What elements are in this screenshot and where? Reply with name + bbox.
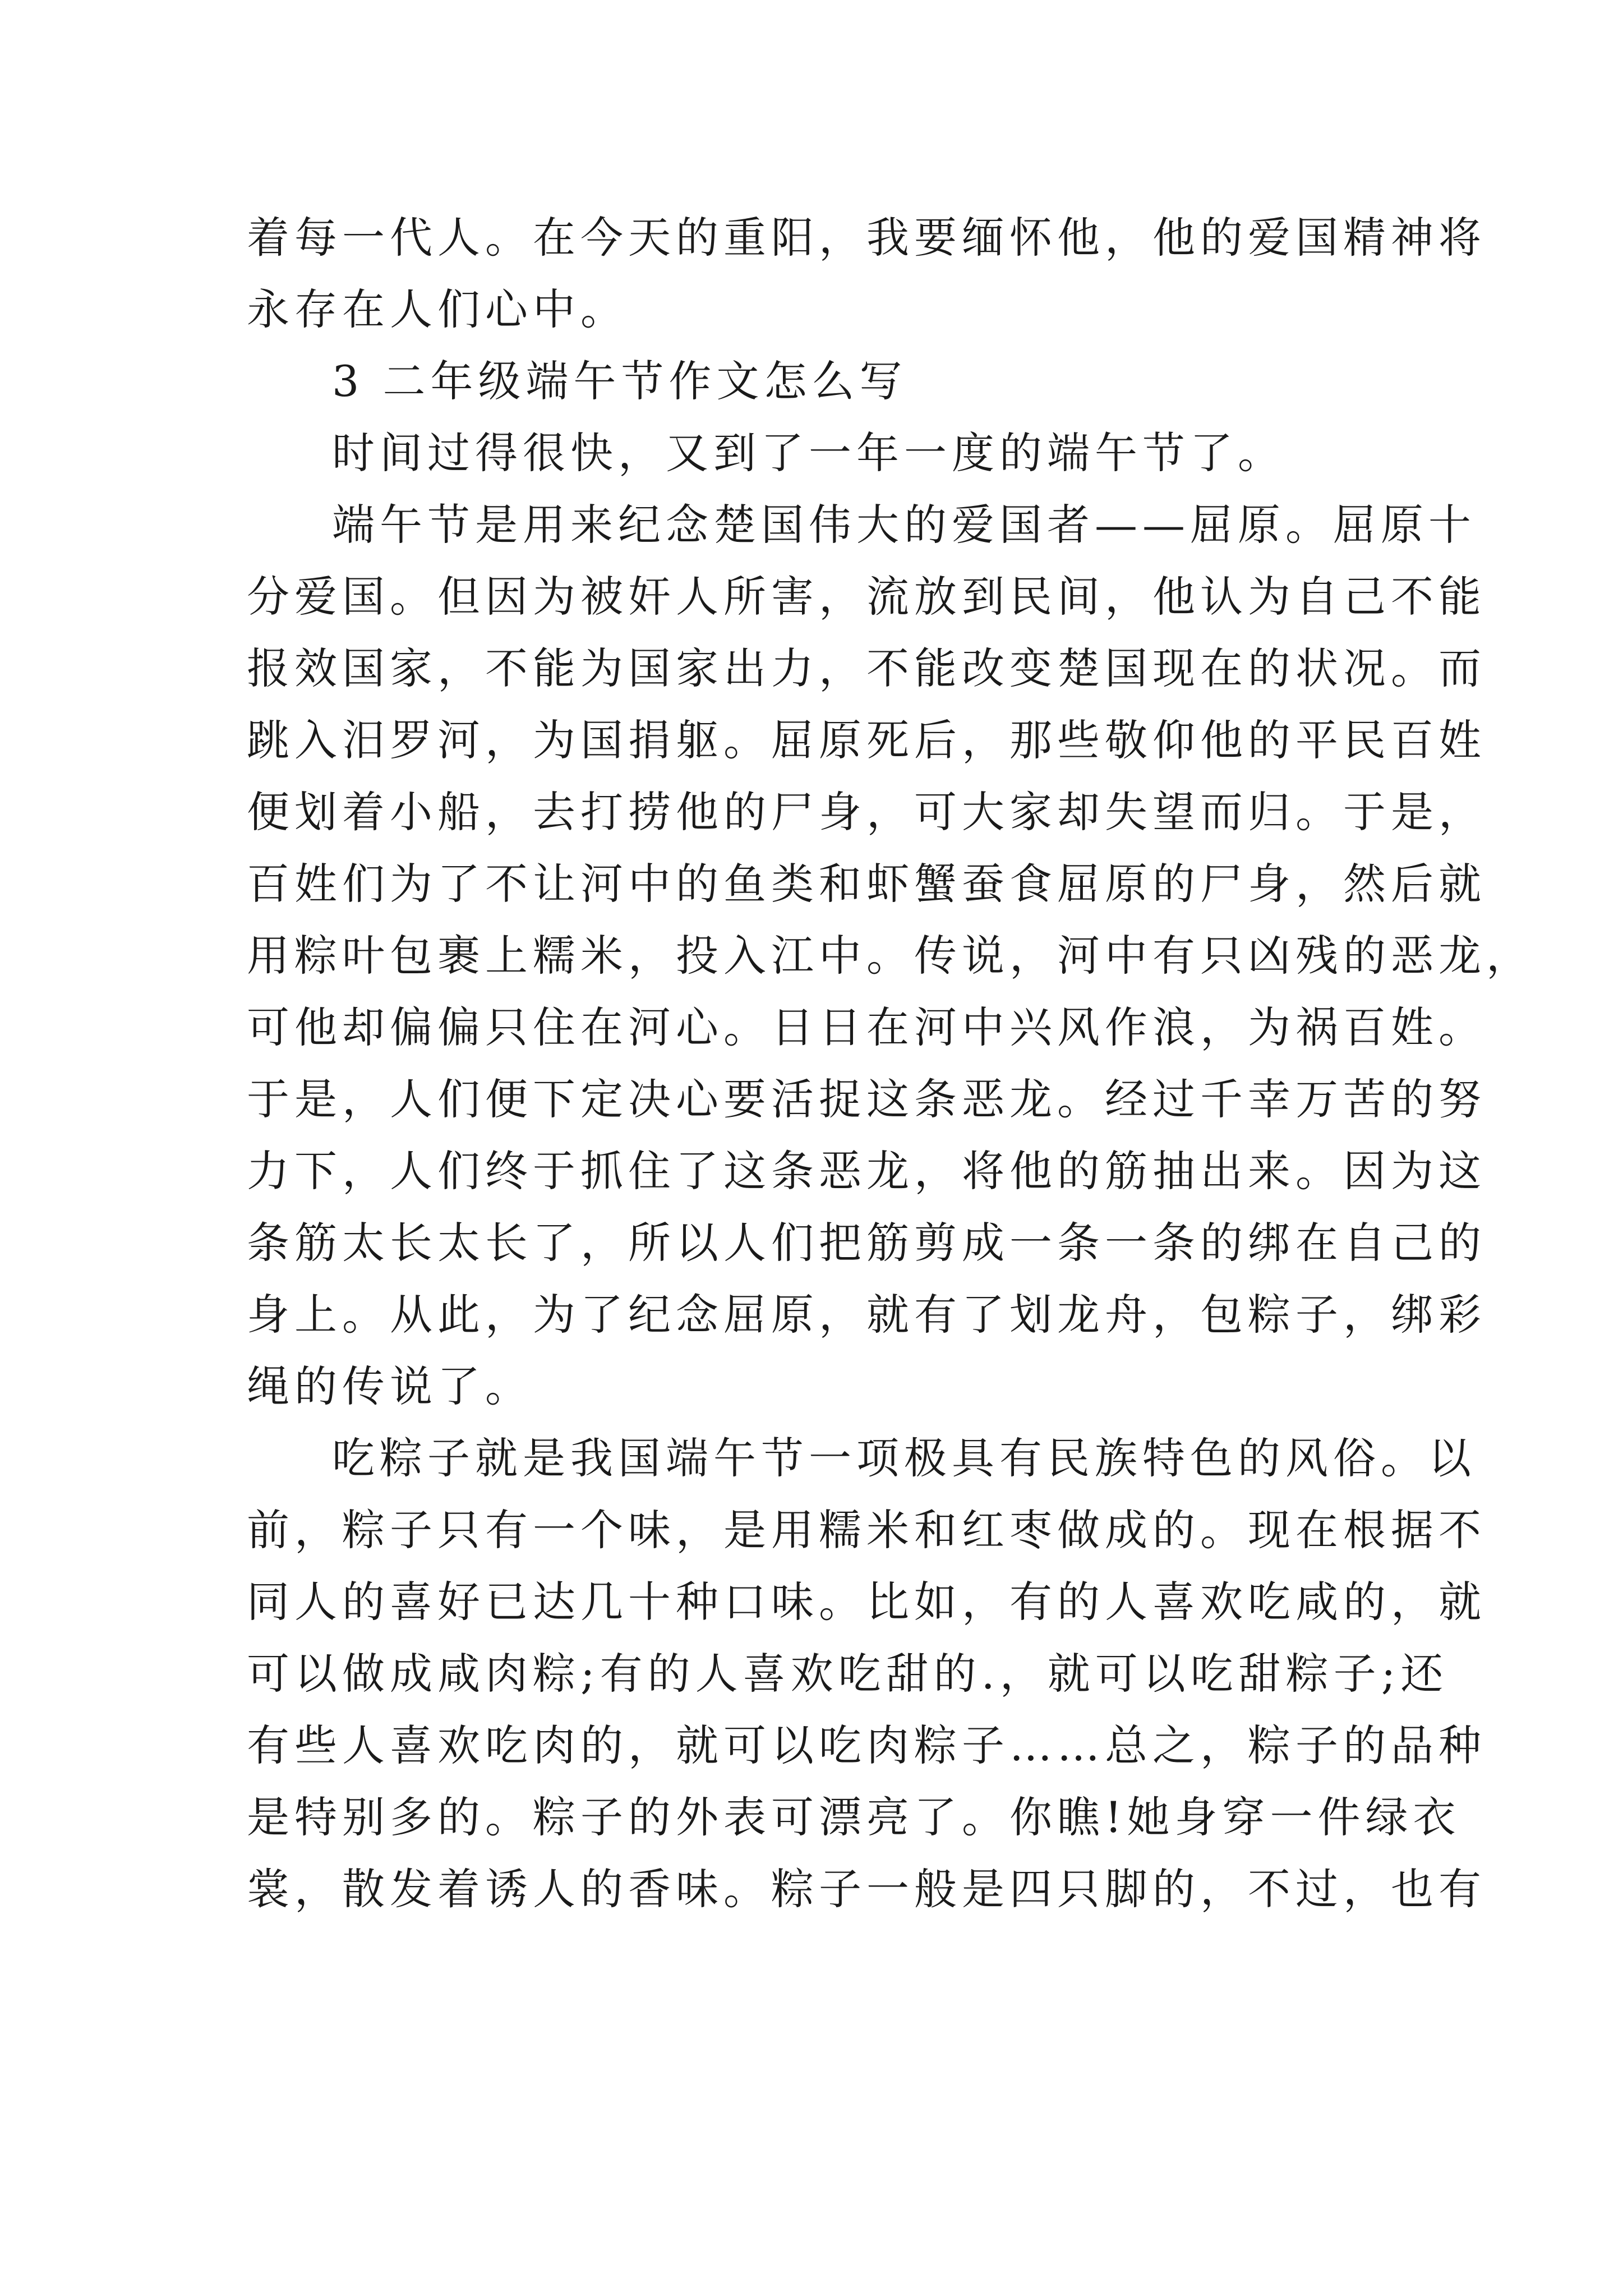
text-line: 便划着小船，去打捞他的尸身，可大家却失望而归。于是， xyxy=(247,787,1486,837)
text-line: 永存在人们心中。 xyxy=(247,284,628,334)
paragraph xyxy=(247,417,1391,489)
text-line: 有些人喜欢吃肉的，就可以吃肉粽子……总之，粽子的品种 xyxy=(247,1720,1486,1770)
text-line: 用粽叶包裹上糯米，投入江中。传说，河中有只凶残的恶龙， xyxy=(247,931,1534,981)
text-line: 可以做成咸肉粽;有的人喜欢吃甜的.，就可以吃甜粽子;还 xyxy=(247,1649,1449,1699)
text-line: 前，粽子只有一个味，是用糯米和红枣做成的。现在根据不 xyxy=(247,1505,1486,1555)
paragraph xyxy=(247,489,1534,1423)
text-line: 跳入汨罗河，为国捐躯。屈原死后，那些敬仰他的平民百姓 xyxy=(247,715,1486,765)
text-line: 报效国家，不能为国家出力，不能改变楚国现在的状况。而 xyxy=(247,643,1486,693)
text-line: 绳的传说了。 xyxy=(247,1361,533,1411)
text-line: 是特别多的。粽子的外表可漂亮了。你瞧!她身穿一件绿衣 xyxy=(247,1792,1461,1842)
text-line: 裳，散发着诱人的香味。粽子一般是四只脚的，不过，也有 xyxy=(247,1864,1486,1914)
text-line: 吃粽子就是我国端午节一项极具有民族特色的风俗。以 xyxy=(332,1433,1476,1483)
text-line: 同人的喜好已达几十种口味。比如，有的人喜欢吃咸的，就 xyxy=(247,1577,1486,1627)
text-line: 条筋太长太长了，所以人们把筋剪成一条一条的绑在自己的 xyxy=(247,1218,1486,1268)
text-line: 百姓们为了不让河中的鱼类和虾蟹蚕食屈原的尸身，然后就 xyxy=(247,859,1486,909)
text-line: 分爱国。但因为被奸人所害，流放到民间，他认为自己不能 xyxy=(247,572,1486,622)
text-line: 力下，人们终于抓住了这条恶龙，将他的筋抽出来。因为这 xyxy=(247,1146,1486,1196)
text-line: 可他却偏偏只住在河心。日日在河中兴风作浪，为祸百姓。 xyxy=(247,1002,1486,1052)
paragraph xyxy=(247,1423,1486,1925)
text-line: 于是，人们便下定决心要活捉这条恶龙。经过千幸万苦的努 xyxy=(247,1074,1486,1124)
text-line: 端午节是用来纪念楚国伟大的爱国者——屈原。屈原十 xyxy=(332,500,1476,550)
document-body xyxy=(247,202,1534,1925)
paragraph xyxy=(247,202,1486,346)
text-line: 着每一代人。在今天的重阳，我要缅怀他，他的爱国精神将 xyxy=(247,213,1486,263)
text-line: 时间过得很快，又到了一年一度的端午节了。 xyxy=(332,428,1285,478)
section-heading xyxy=(247,346,1391,417)
text-line: 身上。从此，为了纪念屈原，就有了划龙舟，包粽子，绑彩 xyxy=(247,1290,1486,1340)
section-heading-text: 3 二年级端午节作文怎么写 xyxy=(332,356,907,406)
